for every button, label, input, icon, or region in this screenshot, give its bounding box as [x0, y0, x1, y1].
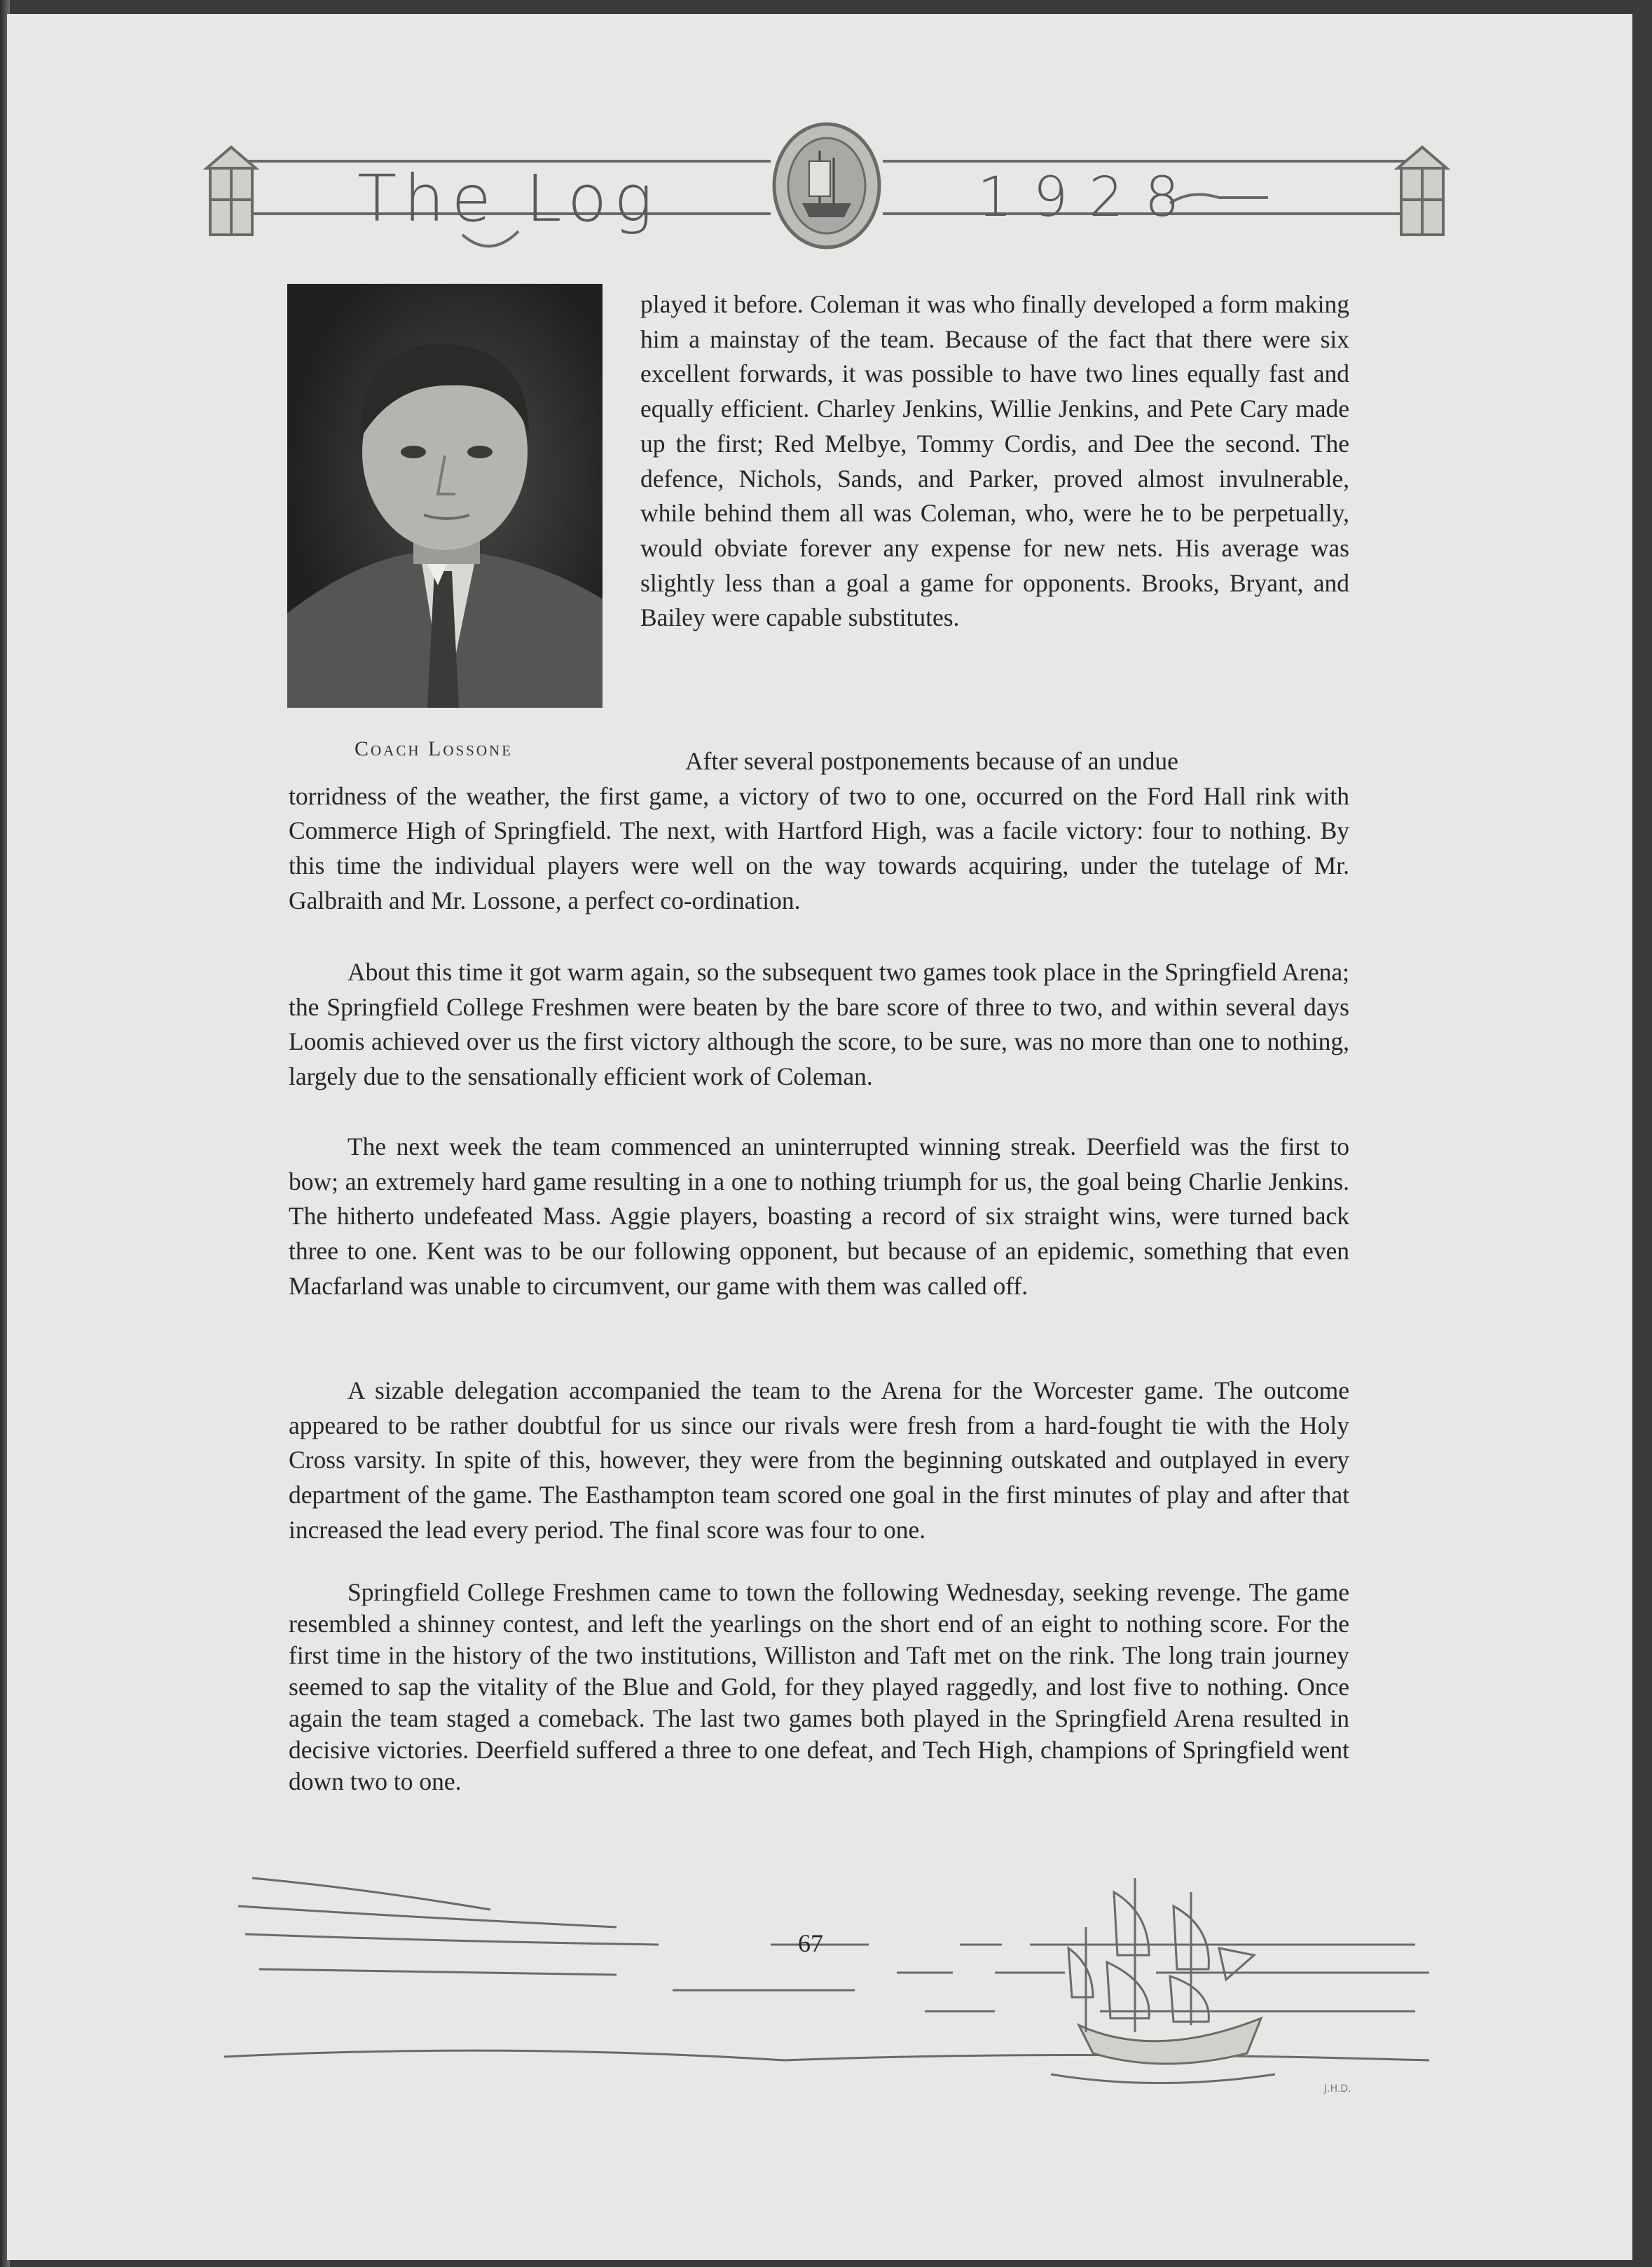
footer-ornament	[224, 1850, 1457, 2144]
paragraph-2	[289, 955, 1349, 1095]
ship-emblem-icon	[774, 124, 879, 247]
paragraph-1	[289, 744, 1349, 919]
header-title: The Log	[357, 161, 660, 236]
header-year: 1928	[977, 166, 1201, 229]
page-number: 67	[798, 1929, 823, 1957]
photo-caption: Coach Lossone	[355, 737, 514, 760]
paragraph-4	[289, 1374, 1349, 1548]
paragraph-4-body: A sizable delegation accompanied the team to the Arena for the Worcester game. The outcome appeared to be rather doubtful for us since our rivals were fresh from a hard-fought tie with the Holy Cross varsity. In spite of this, however, they were from the beginning outskated and outplayed in every department of the game. The Easthampton team scored one goal in the first minutes of play and after that increased the lead every period. The final score was four to one.	[289, 1376, 1349, 1544]
svg-text:J.H.D.: J.H.D.	[1324, 2083, 1351, 2095]
paragraph-2-body: About this time it got warm again, so the subsequent two games took place in the Springfield Arena; the Springfield College Freshmen were beaten by the bare score of three to two, and within several days Loomis achieved over us the first victory although the score, to be sure, was no more than one to nothing, largely due to the sensationally efficient work of Coleman.	[289, 958, 1349, 1091]
paragraph-3	[289, 1130, 1349, 1304]
sailing-ship-icon	[1051, 1878, 1275, 2083]
paragraph-5	[289, 1577, 1349, 1797]
column-paragraph: played it before. Coleman it was who finally developed a form making him a mainstay of the team. Because of the fact that there were six excellent forwards, it was possible to have two lines equally fast and equally efficient. Charley Jenkins, Willie Jenkins, and Pete Cary made up the first; Red Melbye, Tommy Cordis, and Dee the second. The defence, Nichols, Sands, and Parker, proved almost invulnerable, while behind them all was Coleman, who, were he to be perpetually, would obviate forever any expense for new nets. His average was slightly less than a goal a game for opponents. Brooks, Bryant, and Bailey were capable substitutes.	[640, 290, 1349, 632]
paragraph-1-body: torridness of the weather, the first game, a victory of two to one, occurred on the Ford Hall rink with Commerce High of Springfield. The next, with Hartford High, was a facile victory: four to nothing. By this time the individual players were well on the way towards acquiring, under the tutelage of Mr. Galbraith and Mr. Lossone, a perfect co-ordination.	[289, 781, 1349, 915]
lantern-icon-left	[207, 147, 256, 235]
portrait-photo	[287, 284, 603, 708]
paragraph-5-body: Springfield College Freshmen came to town the following Wednesday, seeking revenge. The game resembled a shinney contest, and left the yearlings on the short end of an eight to nothing score. For the first time in the history of the two institutions, Williston and Taft met on the rink. The long train journey seemed to sap the vitality of the Blue and Gold, for they played raggedly, and lost five to nothing. Once again the team staged a comeback. The last two games both played in the Springfield Arena resulted in decisive victories. Deerfield suffered a three to one defeat, and Tech High, champions of Springfield went down two to one.	[289, 1578, 1349, 1795]
column-text	[640, 287, 1349, 636]
paragraph-3-body: The next week the team commenced an uninterrupted winning streak. Deerfield was the first to bow; an extremely hard game resulting in a one to nothing triumph for us, the goal being Charlie Jenkins. The hitherto undefeated Mass. Aggie players, boasting a record of six straight wins, were turned back three to one. Kent was to be our following opponent, but because of an epidemic, something that even Macfarland was unable to circumvent, our game with them was called off.	[289, 1132, 1349, 1300]
paragraph-1-first-line: After several postponements because of an undue	[685, 747, 1178, 775]
lantern-icon-right	[1398, 147, 1447, 235]
